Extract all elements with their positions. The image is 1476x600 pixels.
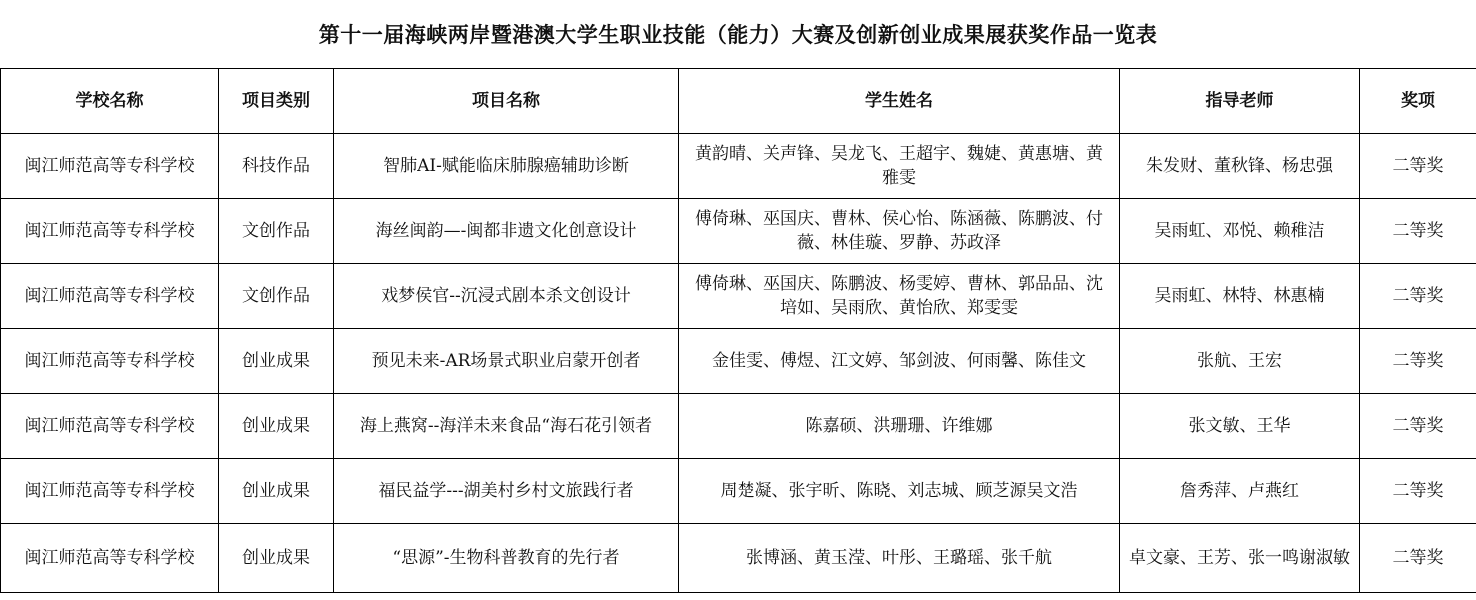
cell-category[interactable]: 文创作品 xyxy=(219,199,334,264)
cell-students[interactable]: 黄韵晴、关声锋、吴龙飞、王超宇、魏婕、黄惠塘、黄雅雯 xyxy=(679,134,1120,199)
table-row xyxy=(1,199,1476,264)
table-row xyxy=(1,394,1476,459)
cell-award[interactable]: 二等奖 xyxy=(1360,524,1476,593)
cell-project[interactable]: 预见未来-AR场景式职业启蒙开创者 xyxy=(334,329,679,394)
cell-students[interactable]: 张博涵、黄玉滢、叶彤、王璐瑶、张千航 xyxy=(679,524,1120,593)
cell-students[interactable]: 周楚凝、张宇昕、陈晓、刘志城、顾芝源吴文浩 xyxy=(679,459,1120,524)
cell-category[interactable]: 科技作品 xyxy=(219,134,334,199)
cell-award[interactable]: 二等奖 xyxy=(1360,264,1476,329)
cell-school[interactable]: 闽江师范高等专科学校 xyxy=(1,199,219,264)
cell-teachers[interactable]: 张航、王宏 xyxy=(1120,329,1360,394)
header-row xyxy=(1,69,1476,134)
cell-teachers[interactable]: 吴雨虹、邓悦、赖稚洁 xyxy=(1120,199,1360,264)
cell-school[interactable]: 闽江师范高等专科学校 xyxy=(1,459,219,524)
table-row xyxy=(1,264,1476,329)
cell-category[interactable]: 创业成果 xyxy=(219,524,334,593)
cell-project[interactable]: “思源”-生物科普教育的先行者 xyxy=(334,524,679,593)
cell-teachers[interactable]: 朱发财、董秋锋、杨忠强 xyxy=(1120,134,1360,199)
header-teachers[interactable]: 指导老师 xyxy=(1120,69,1360,134)
cell-award[interactable]: 二等奖 xyxy=(1360,134,1476,199)
table-row xyxy=(1,524,1476,593)
cell-school[interactable]: 闽江师范高等专科学校 xyxy=(1,134,219,199)
cell-students[interactable]: 傅倚琳、巫国庆、曹林、侯心怡、陈涵薇、陈鹏波、付薇、林佳璇、罗静、苏政泽 xyxy=(679,199,1120,264)
cell-category[interactable]: 创业成果 xyxy=(219,329,334,394)
cell-school[interactable]: 闽江师范高等专科学校 xyxy=(1,329,219,394)
cell-teachers[interactable]: 吴雨虹、林特、林惠楠 xyxy=(1120,264,1360,329)
cell-category[interactable]: 创业成果 xyxy=(219,394,334,459)
cell-school[interactable]: 闽江师范高等专科学校 xyxy=(1,264,219,329)
cell-category[interactable]: 文创作品 xyxy=(219,264,334,329)
header-award[interactable]: 奖项 xyxy=(1360,69,1476,134)
cell-award[interactable]: 二等奖 xyxy=(1360,459,1476,524)
cell-award[interactable]: 二等奖 xyxy=(1360,394,1476,459)
table-row xyxy=(1,459,1476,524)
header-project[interactable]: 项目名称 xyxy=(334,69,679,134)
cell-project[interactable]: 智肺AI-赋能临床肺腺癌辅助诊断 xyxy=(334,134,679,199)
cell-project[interactable]: 戏梦侯官--沉浸式剧本杀文创设计 xyxy=(334,264,679,329)
table-row xyxy=(1,329,1476,394)
cell-students[interactable]: 陈嘉硕、洪珊珊、许维娜 xyxy=(679,394,1120,459)
cell-school[interactable]: 闽江师范高等专科学校 xyxy=(1,524,219,593)
sheet-title: 第十一届海峡两岸暨港澳大学生职业技能（能力）大赛及创新创业成果展获奖作品一览表 xyxy=(318,23,1158,47)
cell-category[interactable]: 创业成果 xyxy=(219,459,334,524)
cell-school[interactable]: 闽江师范高等专科学校 xyxy=(1,394,219,459)
cell-teachers[interactable]: 张文敏、王华 xyxy=(1120,394,1360,459)
cell-teachers[interactable]: 詹秀萍、卢燕红 xyxy=(1120,459,1360,524)
cell-project[interactable]: 福民益学---湖美村乡村文旅践行者 xyxy=(334,459,679,524)
cell-award[interactable]: 二等奖 xyxy=(1360,199,1476,264)
cell-project[interactable]: 海上燕窝--海洋未来食品“海石花引领者 xyxy=(334,394,679,459)
cell-students[interactable]: 金佳雯、傅煜、江文婷、邹剑波、何雨馨、陈佳文 xyxy=(679,329,1120,394)
header-students[interactable]: 学生姓名 xyxy=(679,69,1120,134)
cell-project[interactable]: 海丝闽韵—-闽都非遗文化创意设计 xyxy=(334,199,679,264)
table-row xyxy=(1,134,1476,199)
cell-award[interactable]: 二等奖 xyxy=(1360,329,1476,394)
awards-table xyxy=(0,68,1476,593)
header-school[interactable]: 学校名称 xyxy=(1,69,219,134)
cell-teachers[interactable]: 卓文豪、王芳、张一鸣谢淑敏 xyxy=(1120,524,1360,593)
cell-students[interactable]: 傅倚琳、巫国庆、陈鹏波、杨雯婷、曹林、郭品品、沈培如、吴雨欣、黄怡欣、郑雯雯 xyxy=(679,264,1120,329)
header-category[interactable]: 项目类别 xyxy=(219,69,334,134)
